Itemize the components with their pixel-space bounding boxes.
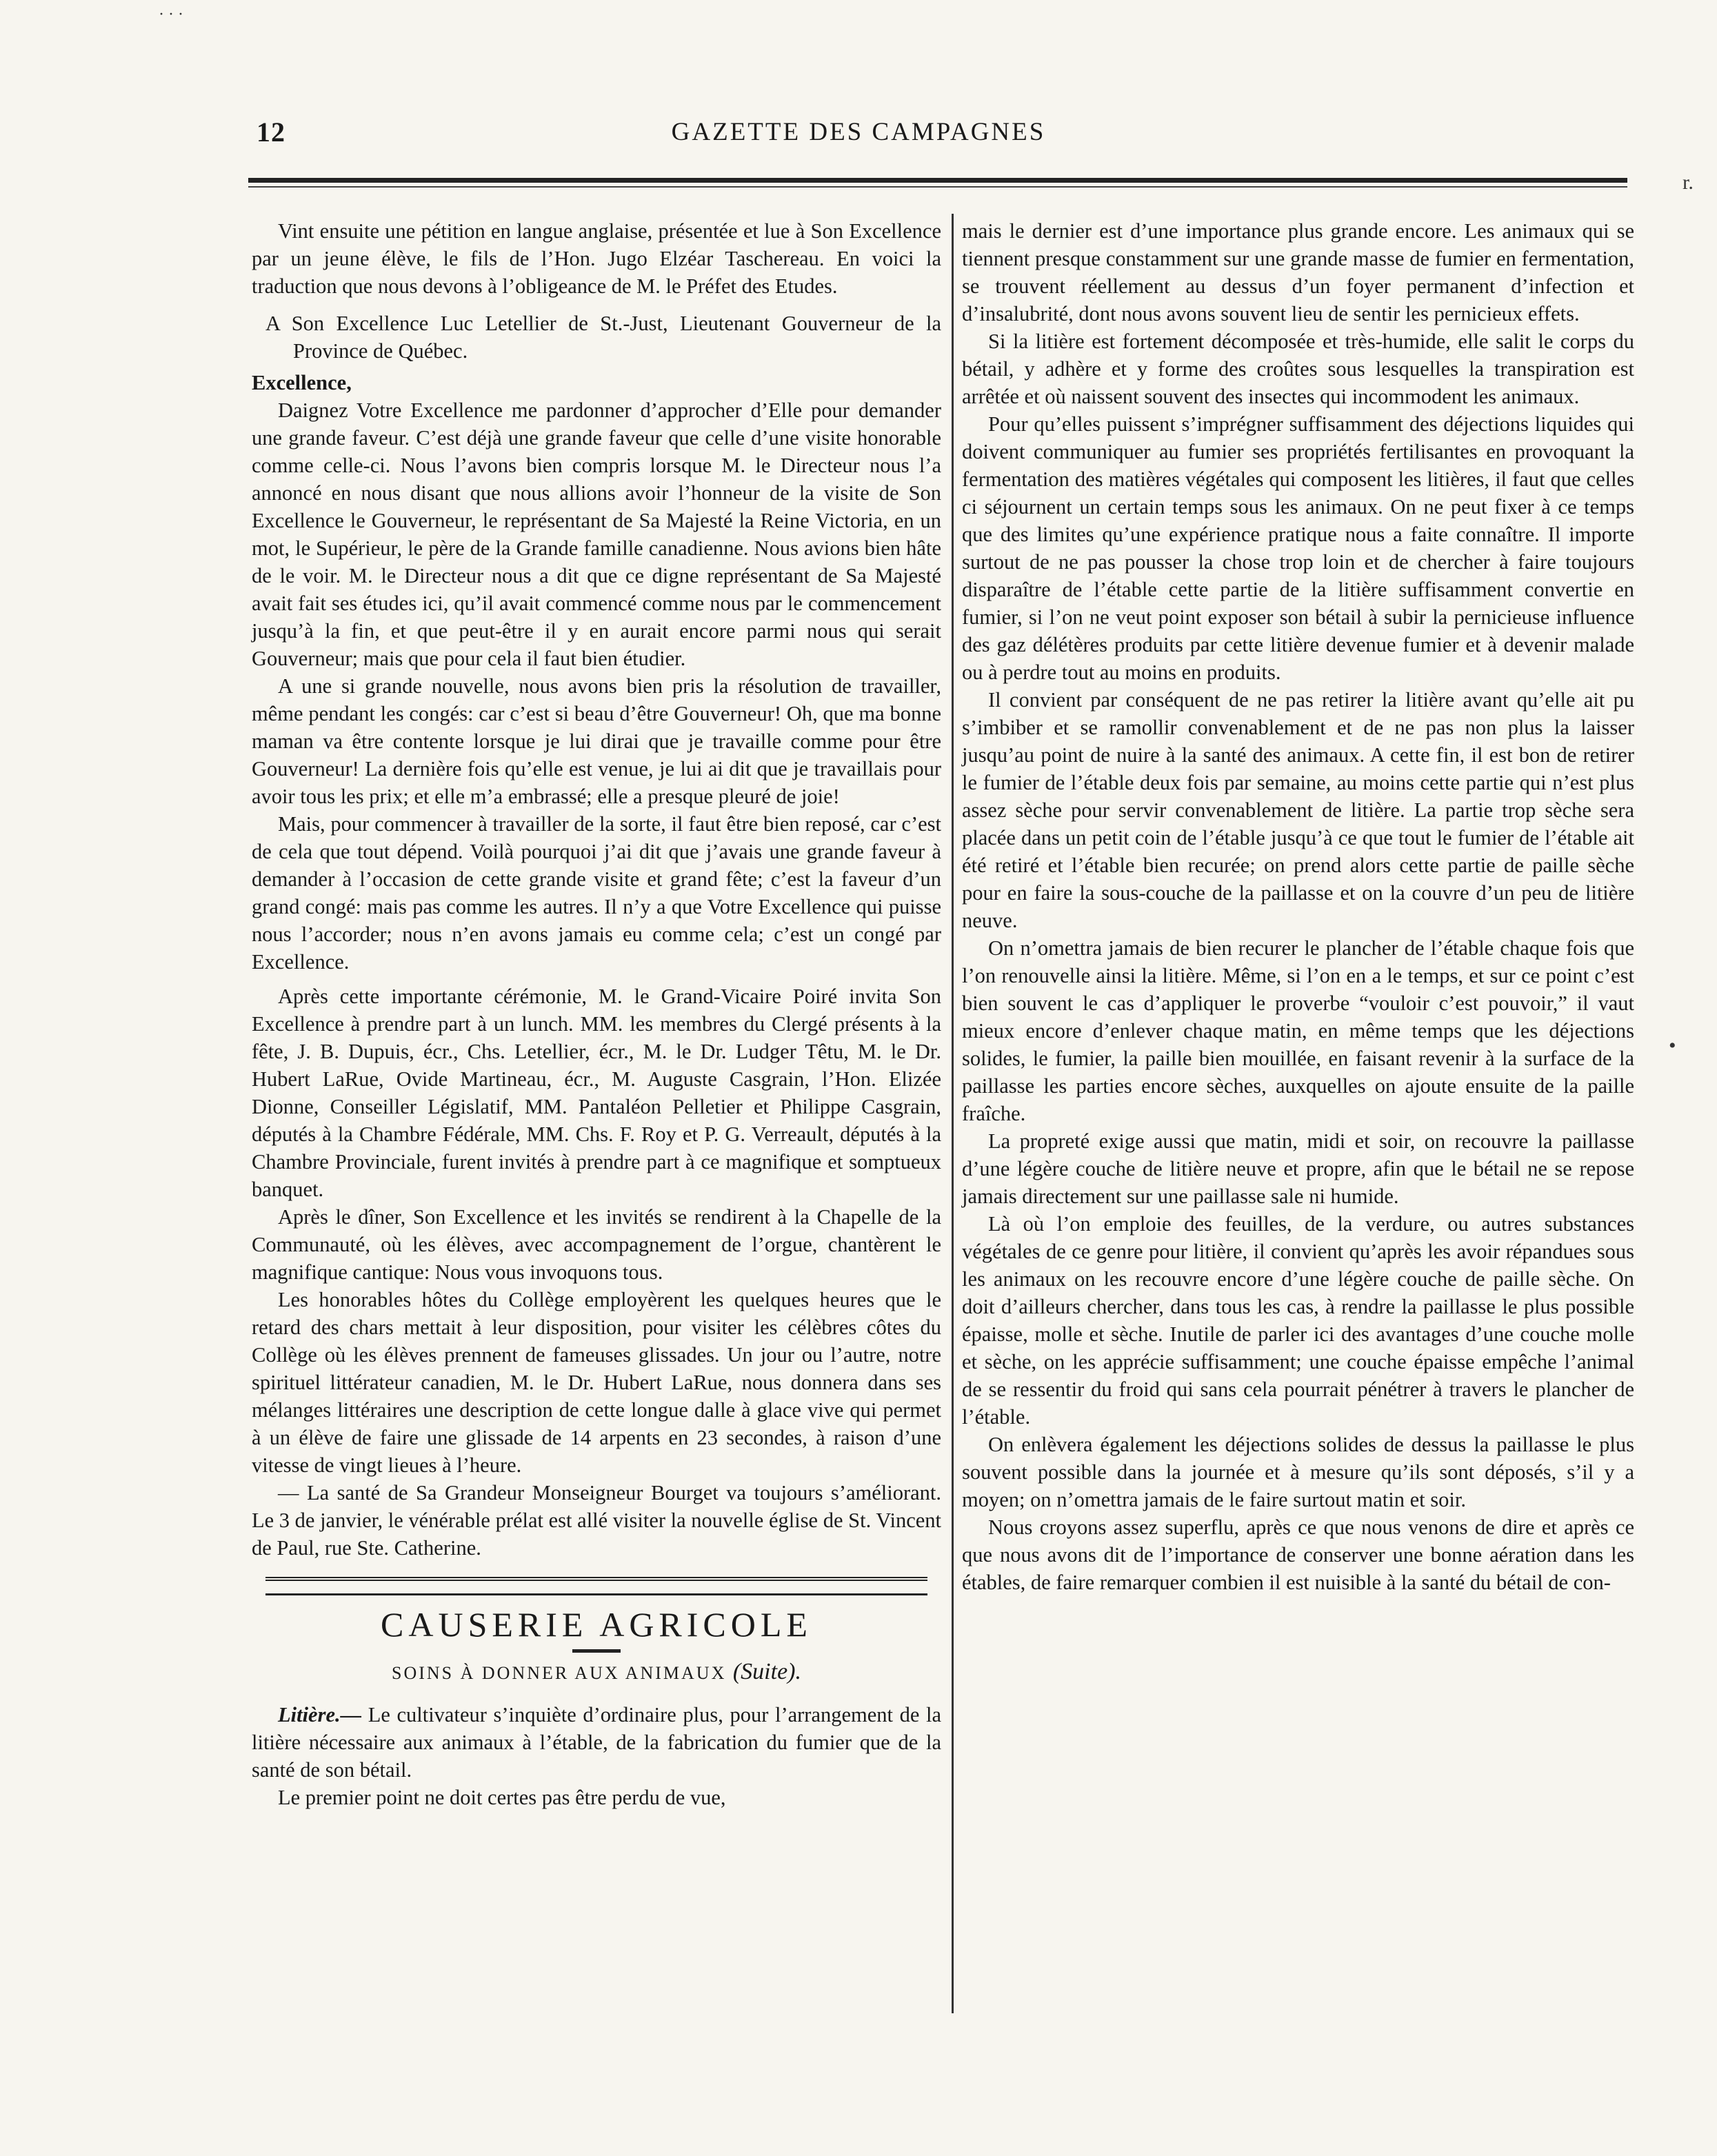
section-title: CAUSERIE AGRICOLE [381, 1605, 812, 1644]
paragraph: A une si grande nouvelle, nous avons bien pris la résolution de travailler, même pendant les congés: car c’est si beau d’être Gouverneur! Oh, que ma bonne maman va être contente lorsque je lui dirai que je travaille comme pour être Gouverneur! La dernière fois qu’elle est venue, je lui ai dit que je travaillais pour avoir tous les prix; et elle m’a embrassé; elle a presque pleuré de joie! [252, 674, 941, 808]
paragraph: Le premier point ne doit certes pas être perdu de vue, [278, 1786, 726, 1809]
paragraph: Daignez Votre Excellence me pardonner d’approcher d’Elle pour demander une grande faveur. C’est déjà une grande faveur que celle d’une visite honorable comme celle-ci. Nous l’avons bien compris lorsque M. le Directeur nous l’a annoncé en nous disant que nous allions avoir l’honneur de la visite de Son Excellence le Gouverneur, le représentant de Sa Majesté la Reine Victoria, en un mot, le Supérieur, le père de la Grande famille canadienne. Nous avions bien hâte de le voir. M. le Directeur nous a dit que ce digne représentant de Sa Majesté avait fait ses études ici, qu’il avait commencé comme nous par le commencement jusqu’à la fin, et que peut-être il y en aurait encore parmi nous qui serait Gouverneur; mais que pour cela il faut bien étudier. [252, 399, 941, 670]
paragraph: On enlèvera également les déjections solides de dessus la paillasse le plus souvent possible dans la journée et à mesure qu’ils sont déposés, s’il y a moyen; on n’omettra jamais de le faire surtout matin et soir. [962, 1433, 1634, 1511]
scan-speck: • [1669, 1034, 1676, 1057]
paragraph: Mais, pour commencer à travailler de la sorte, il faut être bien reposé, car c’est de cela que tout dépend. Voilà pourquoi j’ai dit que j’avais une grande faveur à demander à l’occasion de cette grande visite et grand fête; c’est la faveur d’un grand congé: mais pas comme les autres. Il n’y a que Votre Excellence qui puisse nous l’accorder; nous n’en avons jamais eu comme cela; c’est un congé par Excellence. [252, 812, 941, 974]
column-divider [952, 214, 954, 2013]
paragraph-lead: Litière.— [278, 1703, 362, 1726]
paragraph [252, 1701, 941, 1784]
decorative-divider [265, 1577, 927, 1595]
scan-speck: · · · [159, 6, 183, 23]
paragraph: La propreté exige aussi que matin, midi et soir, on recouvre la paillasse d’une légère couche de litière neuve et propre, afin que le bétail ne se repose jamais directement sur une paillasse sale ni humide. [962, 1129, 1634, 1208]
paragraph: Pour qu’elles puissent s’imprégner suffisamment des déjections liquides qui doivent communiquer au fumier ses propriétés fertilisantes en provoquant la fermentation des matières végétales qui composent les litières, il faut que celles ci séjournent un certain temps sous les animaux. On ne peut fixer à ce temps que des limites qu’une expérience pratique nous a faite connaître. Il importe surtout de ne pas pousser la chose trop loin et de chercher à faire toujours disparaître de l’étable cette partie de la litière suffisamment convertie en fumier, si l’on ne veut point exposer son bétail à subir la pernicieuse influence des gaz délétères produits par cette litière devenue fumier et à devenir malade ou à perdre tout au moins en produits. [962, 412, 1634, 684]
header-rule [248, 178, 1627, 183]
paragraph: Si la litière est fortement décomposée et très-humide, elle salit le corps du bétail, y adhère et y forme des croûtes sous lesquelles la transpiration est arrêtée et où naissent souvent des insectes qui incommodent les animaux. [962, 330, 1634, 408]
paragraph: — La santé de Sa Grandeur Monseigneur Bourget va toujours s’améliorant. Le 3 de janvier, le vénérable prélat est allé visiter la nouvelle église de St. Vincent de Paul, rue Ste. Catherine. [252, 1481, 941, 1560]
paragraph: Après cette importante cérémonie, M. le Grand-Vicaire Poiré invita Son Excellence à prendre part à un lunch. MM. les membres du Clergé présents à la fête, J. B. Dupuis, écr., Chs. Letellier, écr., M. le Dr. Ludger Têtu, M. le Dr. Hubert LaRue, Ovide Martineau, écr., M. Auguste Casgrain, l’Hon. Elizée Dionne, Conseiller Législatif, MM. Pantaléon Pelletier et Philippe Casgrain, députés à la Chambre Fédérale, MM. Chs. F. Roy et P. G. Verreault, députés à la Chambre Provinciale, furent invités à prendre part à ce magnifique et somptueux banquet. [252, 985, 941, 1201]
section-subtitle [252, 1658, 941, 1687]
header-rule-thin [248, 186, 1627, 188]
address-line: A Son Excellence Luc Letellier de St.-Just, Lieutenant Gouverneur de la Province de Québec. [265, 312, 941, 363]
paragraph: Là où l’on emploie des feuilles, de la verdure, ou autres substances végétales de ce genre pour litière, il convient qu’après les avoir répandues sous les animaux on les recouvre encore d’une légère couche de paille sèche. On doit d’ailleurs chercher, dans tous les cas, à rendre la paillasse le plus possible épaisse, molle et sèche. Inutile de parler ici des avantages d’une couche molle et sèche, on les apprécie suffisamment; une couche épaisse empêche l’animal de se ressentir du froid qui sans cela pourrait pénétrer à travers le plancher de l’étable. [962, 1212, 1634, 1429]
paragraph: mais le dernier est d’une importance plus grande encore. Les animaux qui se tiennent presque constamment sur une grande masse de fumier en fermentation, se trouvent réellement au dessus d’un foyer permanent d’infection et d’insalubrité, dont nous avons souvent lieu de sentir les pernicieux effets. [962, 219, 1634, 325]
left-column [252, 217, 941, 1811]
paragraph: Les honorables hôtes du Collège employèrent les quelques heures que le retard des chars mettait à leur disposition, pour visiter les célèbres côtes du Collège où les élèves prennent de fameuses glissades. Un jour ou l’autre, notre spirituel littérateur canadien, M. le Dr. Hubert LaRue, nous donnera dans ses mélanges littéraires une description de cette longue dalle à glace vive qui permet à un élève de faire une glissade de 14 arpents en 23 secondes, à raison d’une vitesse de vingt lieues à l’heure. [252, 1288, 941, 1477]
paragraph: Nous croyons assez superflu, après ce que nous venons de dire et après ce que nous avons dit de l’importance de conserver une bonne aération dans les étables, de faire remarquer combien il est nuisible à la santé du bétail de con- [962, 1515, 1634, 1594]
paragraph: Vint ensuite une pétition en langue anglaise, présentée et lue à Son Excellence par un jeune élève, le fils de l’Hon. Jugo Elzéar Taschereau. En voici la traduction que nous devons à l’obligeance de M. le Préfet des Etudes. [252, 219, 941, 298]
subtitle-suite: (Suite). [732, 1659, 801, 1684]
title-rule [572, 1649, 621, 1653]
paragraph: Il convient par conséquent de ne pas retirer la litière avant qu’elle ait pu s’imbiber et se ramollir convenablement et de ne pas non plus la laisser jusqu’au point de nuire à la santé des animaux. A cette fin, il est bon de retirer le fumier de l’étable deux fois par semaine, au moins cette partie qui n’est plus assez sèche pour servir convenablement de litière. La partie trop sèche sera placée dans un petit coin de l’étable jusqu’à ce que tout le fumier de l’étable ait été retiré et l’étable bien recurée; on prend alors cette partie de paille sèche pour en faire la sous-couche de la paillasse et on la couvre d’un peu de litière neuve. [962, 688, 1634, 932]
paragraph: On n’omettra jamais de bien recurer le plancher de l’étable chaque fois que l’on renouvelle ainsi la litière. Même, si l’on en a le temps, et sur ce point c’est bien souvent le cas d’appliquer le proverbe “vouloir c’est pouvoir,” il vaut mieux encore d’enlever chaque matin, en même temps que les déjections solides, le fumier, la paille bien mouillée, en faisant revenir à la surface de la paillasse les parties encore sèches, auxquelles on ajoute ensuite de la paille fraîche. [962, 936, 1634, 1125]
subtitle-text: SOINS À DONNER AUX ANIMAUX [392, 1663, 727, 1683]
paragraph: Après le dîner, Son Excellence et les invités se rendirent à la Chapelle de la Communauté, où les élèves, avec accompagnement de l’orgue, chantèrent le magnifique cantique: Nous vous invoquons tous. [252, 1205, 941, 1284]
scan-speck: r. [1683, 171, 1694, 194]
paragraph-body: Le cultivateur s’inquiète d’ordinaire plus, pour l’arrangement de la litière nécessaire aux animaux à l’étable, de la fabrication du fumier que de la santé de son bétail. [252, 1703, 941, 1782]
page-number: 12 [257, 117, 285, 148]
salutation: Excellence, [252, 371, 352, 394]
masthead-title: GAZETTE DES CAMPAGNES [671, 118, 1046, 146]
right-column [962, 217, 1634, 1596]
